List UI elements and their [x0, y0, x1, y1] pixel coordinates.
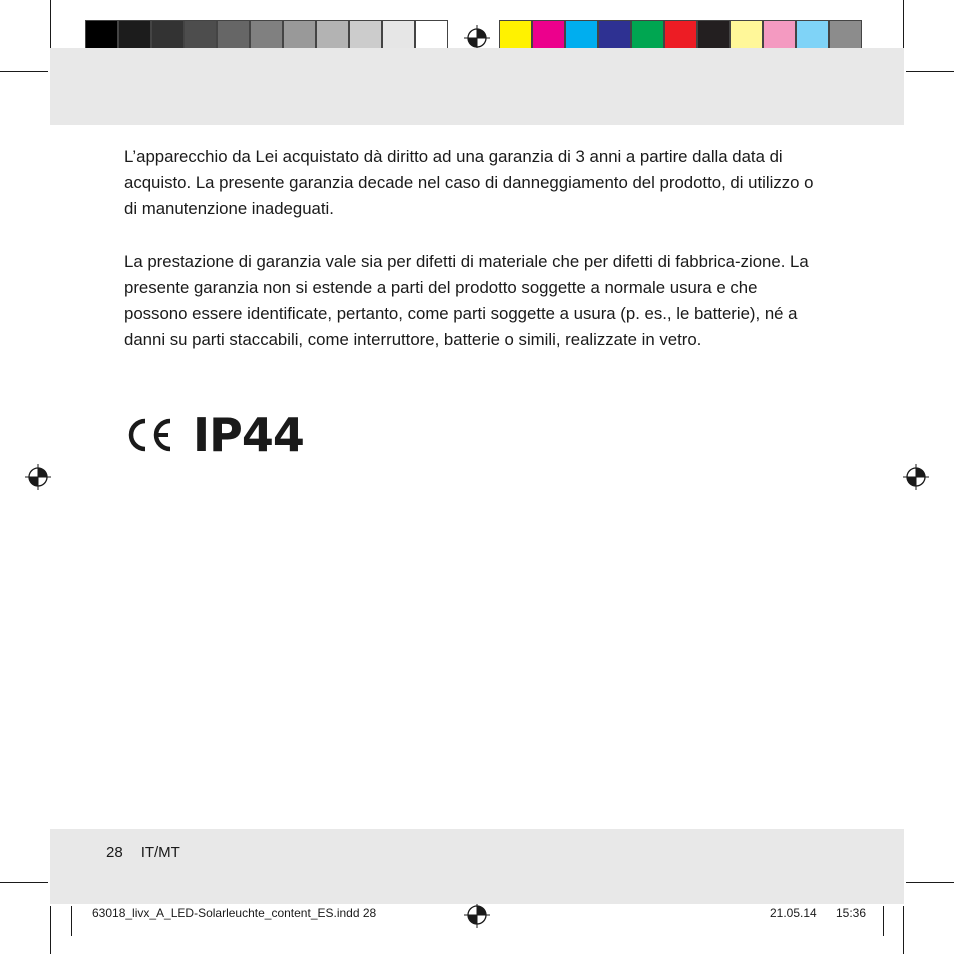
crop-mark [883, 906, 884, 936]
slug-filename: 63018_livx_A_LED-Solarleuchte_content_ES.indd 28 [92, 906, 377, 920]
warranty-paragraph-1: L’apparecchio da Lei acquistato dà diritto ad una garanzia di 3 anni a partire dalla data di acquisto. La presente garanzia decade nel caso di danneggiamento del prodotto, di utilizzo o di manutenzione inadeguati. [124, 147, 814, 219]
registration-mark-icon [464, 902, 490, 928]
slug-time: 15:36 [836, 906, 867, 920]
crop-mark [71, 906, 72, 936]
page-number: 28 [106, 844, 123, 861]
crop-mark [0, 71, 48, 72]
ip-rating: IP44 [193, 408, 304, 462]
header-band [50, 48, 904, 125]
crop-mark [903, 0, 904, 48]
crop-mark [906, 71, 954, 72]
registration-mark-icon [25, 464, 51, 490]
locale-label: IT/MT [140, 844, 180, 861]
warranty-paragraph-2: La prestazione di garanzia vale sia per difetti di materiale che per difetti di fabbrica-zione. La presente garanzia non si estende a parti del prodotto soggette a normale usura e che possono essere identificate, pertanto, come parti soggette a usura (p. es., le batterie), né a danni su parti staccabili, come interruttore, batterie o simili, realizzate in vetro. [124, 251, 809, 350]
crop-mark [50, 0, 51, 48]
footer-band [50, 829, 904, 904]
ce-mark-icon [123, 415, 175, 455]
warranty-text [124, 144, 824, 353]
crop-mark [0, 882, 48, 883]
registration-mark-icon [903, 464, 929, 490]
crop-mark [903, 906, 904, 954]
slug-date: 21.05.14 [770, 906, 817, 920]
crop-mark [906, 882, 954, 883]
crop-mark [50, 906, 51, 954]
certification-marks [123, 408, 304, 462]
page-footer [106, 844, 180, 861]
